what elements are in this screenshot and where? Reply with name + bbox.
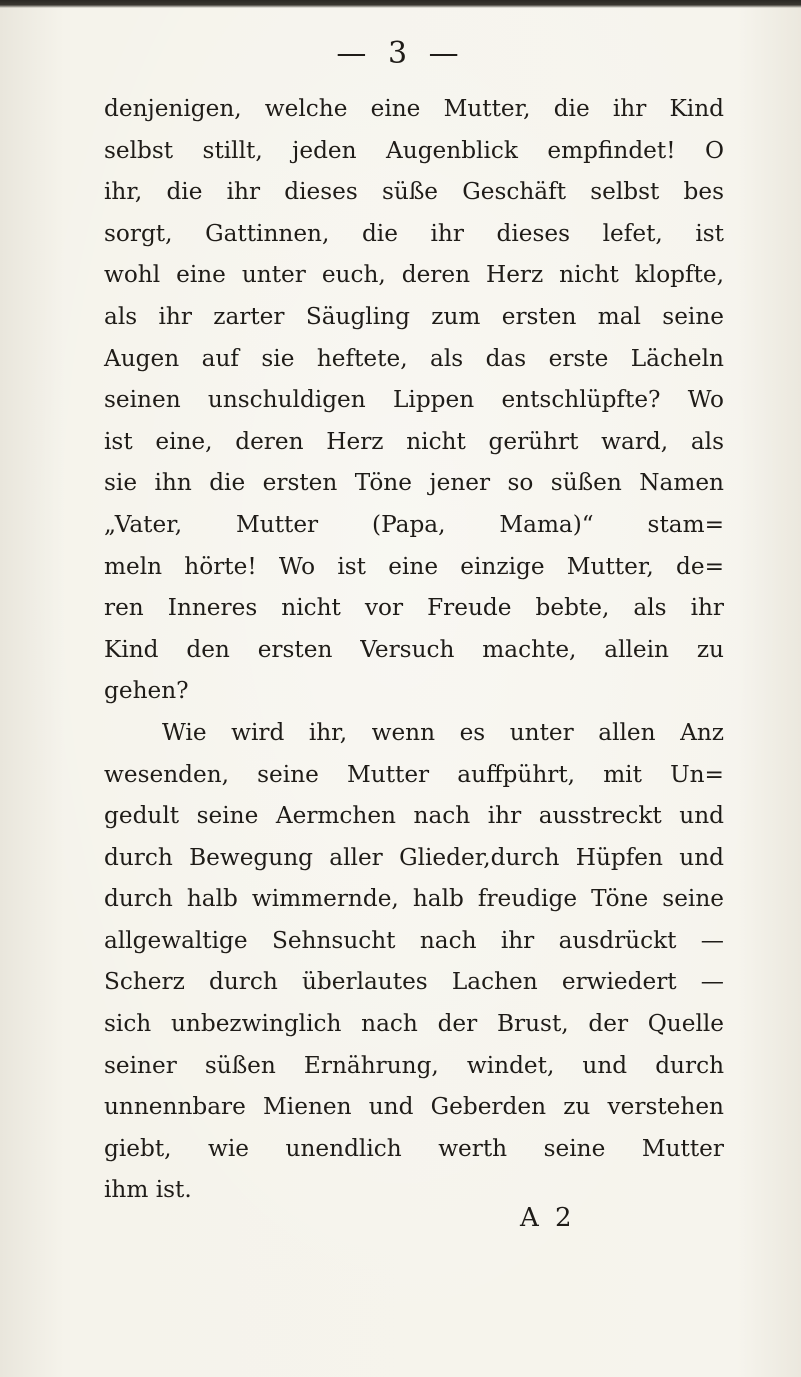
text-line: seiner süßen Ernährung, windet, und durch	[104, 1051, 724, 1079]
page-number: — 3 —	[336, 36, 465, 71]
text-line: seinen unschuldigen Lippen entschlüpfte? Wo	[104, 386, 724, 414]
text-line: ist eine, deren Herz nicht gerührt ward, als	[104, 427, 724, 455]
text-line: Wie wird ihr, wenn es unter allen Anz	[162, 718, 724, 746]
text-line: Scherz durch überlautes Lachen erwiedert —	[104, 968, 724, 996]
text-line: ihm ist.	[104, 1176, 192, 1204]
body-text	[104, 88, 724, 1211]
text-line: wohl eine unter euch, deren Herz nicht klopfte,	[104, 261, 724, 289]
page-edge-shadow	[0, 0, 801, 8]
text-line: ihr, die ihr dieses süße Geschäft selbst bes	[104, 178, 724, 206]
text-line: allgewaltige Sehnsucht nach ihr ausdrückt —	[104, 926, 724, 954]
text-line: unnennbare Mienen und Geberden zu verstehen	[104, 1093, 724, 1121]
text-line: giebt, wie unendlich werth seine Mutter	[104, 1134, 724, 1162]
text-line: gedult seine Aermchen nach ihr ausstreckt und	[104, 802, 724, 830]
text-line: Kind den ersten Versuch machte, allein zu	[104, 635, 724, 663]
text-line: durch halb wimmernde, halb freudige Töne seine	[104, 885, 724, 913]
text-line: wesenden, seine Mutter auffpührt, mit Un=	[104, 760, 724, 788]
text-line: denjenigen, welche eine Mutter, die ihr Kind	[104, 95, 724, 122]
text-line: durch Bewegung aller Glieder,durch Hüpfen und	[104, 843, 724, 871]
text-line: sie ihn die ersten Töne jener so süßen Namen	[104, 469, 724, 497]
text-line: Augen auf sie heftete, als das erste Lächeln	[104, 344, 724, 372]
paragraph-1	[104, 88, 724, 712]
text-line: als ihr zarter Säugling zum ersten mal seine	[104, 302, 724, 330]
paragraph-2	[104, 712, 724, 1211]
text-line: sorgt, Gattinnen, die ihr dieses lefet, ist	[104, 219, 724, 247]
text-line: ren Inneres nicht vor Freude bebte, als ihr	[104, 594, 724, 622]
text-line: meln hörte! Wo ist eine einzige Mutter, de=	[104, 552, 724, 580]
text-line: sich unbezwinglich nach der Brust, der Quelle	[104, 1010, 724, 1038]
text-line: selbst stillt, jeden Augenblick empfindet! O	[104, 136, 724, 164]
text-line: gehen?	[104, 677, 189, 705]
text-line: „Vater, Mutter (Papa, Mama)“ stam=	[104, 510, 724, 538]
signature-mark: A 2	[520, 1203, 576, 1233]
